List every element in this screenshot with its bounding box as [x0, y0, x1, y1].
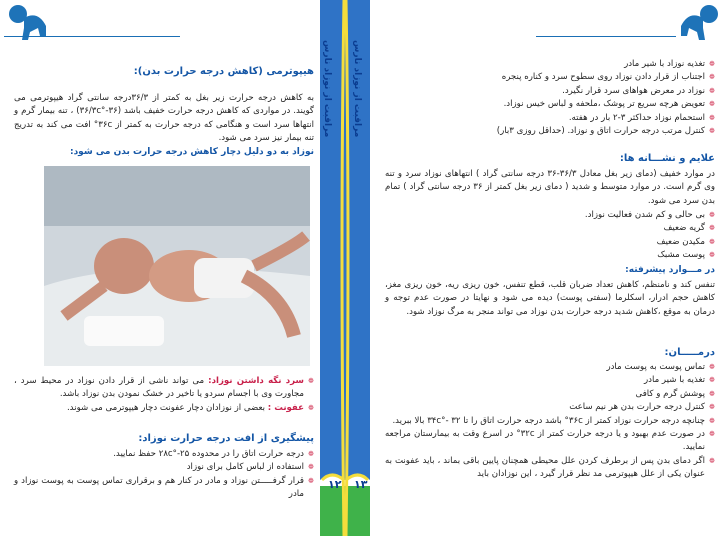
- signs-paragraph: در موارد خفیف (دمای زیر بغل معادل ۳۶/۳-۳۶ درجه سانتی گراد ) انتهاهای نوزاد سرد و تنه وی گرم است. در موارد متوسط و شدید ( دمای زیر بغل کمتر از ۳۶ درجه سانتی گراد ) تمام بدن سرد می شود.: [385, 169, 715, 206]
- list-item: ❁ چنانچه درجه حرارت نوزاد کمتر از ۳۶c° باشد درجه حرارت اتاق را تا ۳۴c°- ۳۲ بالا ببرید.: [385, 415, 715, 428]
- newborn-photo: [44, 166, 310, 366]
- list-item: ❁ پوست مشبک: [385, 249, 715, 262]
- treatment-list: [385, 361, 715, 482]
- left-page: [0, 0, 318, 536]
- list-item: ❁ پوشش گرم و کافی: [385, 388, 715, 401]
- intro-paragraph: به کاهش درجه حرارت زیر بغل به کمتر از ۳۶/۳درجه سانتی گراد هیپوترمی می گویند. در مواردی که کاهش درجه حرارت خفیف باشد (۳۶/۳c°-۳۶) ، تنه بیمار گرم و انتهاها سرد است و هنگامی که درجه حرارت به کمتر از ۳۶c° افت می کند به تدریج تنه بیمار نیز سرد می شود.: [14, 93, 315, 144]
- list-item: ❁ تعویض هرچه سریع تر پوشک ،ملحفه و لباس خیس نوزاد.: [385, 98, 715, 111]
- list-item: ❁ تغذیه نوزاد با شیر مادر: [385, 58, 715, 71]
- reason-item: ❁ سرد نگه داشتن نوزاد: می تواند ناشی از قرار دادن نوزاد در محیط سرد ، مجاورت وی با اجسام سردو یا تاخیر در خشک نمودن بدن نوزاد باشد.: [14, 375, 314, 402]
- list-item: ❁ نوزاد در معرض هواهای سرد قرار نگیرد.: [385, 85, 715, 98]
- treatment-heading: درمـــــان:: [664, 347, 715, 358]
- list-item: ❁ استفاده از لباس کامل برای نوزاد: [14, 461, 314, 474]
- right-page: [372, 0, 727, 536]
- care-list: [385, 58, 715, 138]
- prevention-list: [14, 448, 314, 502]
- list-item: ❁ کنترل مرتب درجه حرارت اتاق و نوزاد. (حداقل روزی ۳بار): [385, 125, 715, 138]
- advanced-heading: در مـــوارد پیشرفته:: [625, 265, 715, 275]
- list-item: ❁ قرار گرفـــــتن نوزاد و مادر در کنار هم و برقراری تماس پوست به پوست نوزاد و مادر: [14, 475, 314, 502]
- list-item: ❁ استحمام نوزاد حداکثر ۳-۲ بار در هفته.: [385, 112, 715, 125]
- advanced-paragraph: تنفس کند و نامنظم، کاهش تعداد ضربان قلب، قطع تنفس، خون ریزی ریه، خون ریزی مغز، کاهش حجم ادرار، اسکلرما (سفتی پوست) دیده می شود و نهایتا در صورت عدم توجه و درمان به موقع ،کاهش شدید درجه حرارت بدن نوزاد می تواند منجر به مرگ نوزاد شود.: [385, 280, 715, 317]
- list-item: ❁ تماس پوست به پوست مادر: [385, 361, 715, 374]
- list-item: ❁ اگر دمای بدن پس از برطرف کردن علل محیطی همچنان پایین باقی بماند ، باید عفونت به عنوان یکی از علل هیپوترمی مد نظر قرار گیرد ، این نوزادان باید: [385, 455, 715, 482]
- spine-title: مراقبت از نوزاد نارس: [322, 40, 332, 138]
- list-item: ❁ تغذیه با شیر مادر: [385, 374, 715, 387]
- prevention-heading: پیشگیری از افت درجه حرارت نوزاد:: [138, 433, 314, 444]
- list-item: ❁ مکیدن ضعیف: [385, 236, 715, 249]
- list-item: ❁ اجتناب از قرار دادن نوزاد روی سطوح سرد و کناره پنجره: [385, 71, 715, 84]
- subheading: نوزاد به دو دلیل دچار کاهش درجه حرارت بدن می شود:: [69, 147, 314, 157]
- signs-list: [385, 209, 715, 263]
- list-item: ❁ بی حالی و کم شدن فعالیت نوزاد.: [385, 209, 715, 222]
- list-item: ❁ درجه حرارت اتاق را در محدوده ۲۸c°-۲۵ حفظ نمایید.: [14, 448, 314, 461]
- list-item: ❁ گریه ضعیف: [385, 222, 715, 235]
- reason-item: ❁ عفونت : بعضی از نوزادان دچار عفونت دچار هیپوترمی می شوند.: [14, 402, 314, 415]
- page-number: ۱۲: [328, 478, 342, 491]
- section-heading: هیپوترمی (کاهش درجه حرارت بدن):: [133, 66, 314, 77]
- spine-title: مراقبت از نوزاد نارس: [352, 40, 362, 138]
- list-item: ❁ کنترل درجه حرارت بدن هر نیم ساعت: [385, 401, 715, 414]
- page-number: ۱۳: [354, 478, 368, 491]
- signs-heading: علایم و نشـــانه ها:: [619, 153, 715, 164]
- list-item: ❁ در صورت عدم بهبود و یا درجه حرارت کمتر از ۳۲c° در اسرع وقت به بیمارستان مراجعه نمایید.: [385, 428, 715, 455]
- reasons-list: [14, 375, 314, 415]
